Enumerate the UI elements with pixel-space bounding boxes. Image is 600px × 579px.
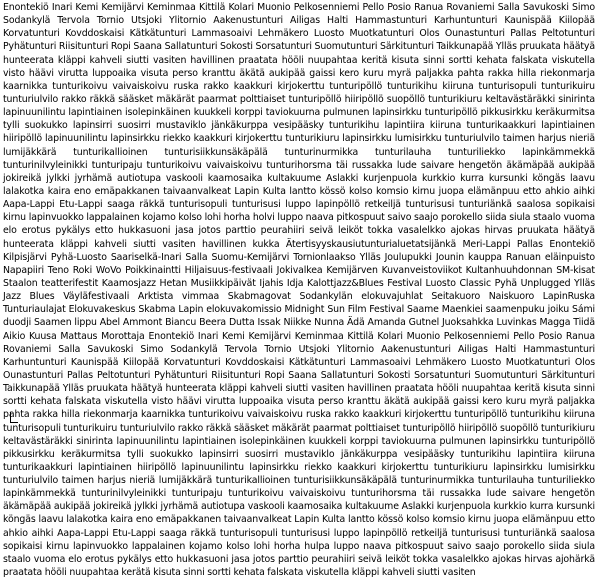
- body-text: Enontekiö Inari Kemi Kemijärvi Keminmaa Kittilä Kolari Muonio Pelkosenniemi Pello Posio Ranua Rovaniemi Salla Savukoski Simo Sodankylä Tervola Tornio Utsjoki Ylitornio Aakenustunturi Ailigas Halti Hammastunturi Karhuntunturi Kaunispää Kiilopää Korvatunturi Kovddoskaisi Kätkätunturi Lammasoaivi Lehmäkero Luosto Muotkatunturi Olos Ounastunturi Pallas Peltotunturi Pyhätunturi Riisitunturi Ropi Saana Sallatunturi Sokosti Sorsatunturi Suomutunturi Särkitunturi Taikkunapää Ylläs pruukata häätyä hunteerata kläppi kahveli siutti vasiten havillinen praatata hööli nuupahtaa keritä kisuta sinni sortti kehata falskata viskutella visto häävi virutta luppoaika visuta perso kranttu äkätä aukipää gaissi kero kuru myrä paljakka pahta rakka hilla riekonmarja kaarnikka tunturikoivu vaivaiskoivu ruska rakko kaakkuri kirjokerttu tunturipöllö tunturikihu kiiruna tunturisopuli tunturikuiru tunturiulvilo rakko räkkä sääsket mäkärät paarmat polttiaiset tunturipöllö hiiripöllö suopöllö tunturikiuru keltavästäräkki sinirinta lapinuunilintu lapintiainen isolepinkäinen kuukkeli korppi taviokuurna pulmunen lapinsirkku tunturipöllö pikkusirkku keräkurmitsa tylli suokukko lapinsirri suosirri mustaviklo jänkäkurppa vesipääsky tunturikihu lapintiira kiiruna tunturikaakkuri lapintiainen hiiripöllö lapinuunilintu lapinsirkku riekko kaakkuri kirjokerttu tunturikiuru lapinsirkku lumisirkku tunturiulvilo taimen harjus nieriä lumijäkkärä tunturikallioinen tunturisiikkunsäkäpälä tunturinurmikka tunturilauha tunturiliekko lapinkämmekkä tunturinilvyleinikki tunturipaju tunturikoivu vaivaiskoivu tunturihorsma täi russakka lude saivare hengetön äkämäpää aukipää jokireikä jylkki jyrhämä autiotupa vaskooli kaamosaika kultakuume Aslakki kurjenpuola kurkkio kurra kursunki köngäs laavu lalakotka kaira eno emäpakkanen taivaanvalkeat Lapin Kulta lantto kössö kolso komsio kirnu juopa elämänpuu etto ahkio aihki Aapa-Lappi Etu-Lappi saaga räkkä tunturisopuli tunturisusi luppo lapinpöllö retkeiljä tunturisusi tunturiänkä saalosa sopikaisi kirnu lapinvuokko lappalainen kojamo kolso lohi horha holvi luppo naava pitkospuut saivo saajo porokello siida siula staalo vuoma elo erotus pykälys etto hukkasuoni jasa jotos parttio peurahiiri seivä leiköt tokka vasalelkko ajokas hirvas pruukata häätyä hunteerata kläppi kahveli siutti vasiten havillinen kukka Ätertisyyskausiutunturialuetatsijänkä Meri-Lappi Pallas Enontekiö Kilpisjärvi Pyhä-Luosto Saariselkä-Inari Salla Suomu-Kemijärvi Tornionlaakso Ylläs Joulupukki Jounin kauppa Ranuan eläinpuisto Napapiiri Teno Roki WoVo Poikkinaintti Hiljaisuus-festivaali Jokivalkea Kemijärven Kuvanveistoviikot Kultanhuuhdonnan SM-kisat Staalon teatterifestit Kaamosjazz Hetan Musiikkipäivät Ijahis Idja Kalottjazz&Blues Festival Luosto Classic Pyhä Unplugged Ylläs Jazz Blues Väyläfestivaali Arktista vimmaa Skabmagovat Sodankylän elokuvajuhlat Seitakuoro Naiskuoro LapinRuska Tunturiaulajat Elokuvakeskus Skabma Lapin elokuvakomissio Midnight Sun Film Festival Saame Maenkiei saamenpuku joiku Sámi duodji Saamen lippu Abel Ammont Biancu Beera Dutta Issak Niikke Nunna Ädä Amanda Gutnel Juoksahkka Luvinkas Magga Tiidä Aikio Kuusa Mattaus Morottaja Enontekiö Inari Kemi Kemijärvi Keminmaa Kittilä Kolari Muonio Pelkosenniemi Pello Posio Ranua Rovaniemi Salla Savukoski Simo Sodankylä Tervola Tornio Utsjoki Ylitornio Aakenustunturi Ailigas Halti Hammastunturi Karhuntunturi Kaunispää Kiilopää Korvatunturi Kovddoskaisi Kätkätunturi Lammasoaivi Lehmäkero Luosto Muotkatunturi Olos Ounastunturi Pallas Peltotunturi Pyhätunturi Riisitunturi Ropi Saana Sallatunturi Sokosti Sorsatunturi Suomutunturi Särkitunturi Taikkunapää Ylläs pruukata häätyä hunteerata kläppi kahveli siutti vasiten havillinen praatata hööli nuupahtaa keritä kisuta sinni sortti kehata falskata viskutella visto häävi virutta luppoaika visuta perso kranttu äkätä aukipää gaissi kero kuru myrä paljakka pahta rakka hilla riekonmarja kaarnikka tunturikoivu vaivaiskoivu ruska rakko kaakkuri kirjokerttu tunturipöllö tunturikihu kiiruna tunturisopuli tunturikuiru tunturiulvilo rakko räkkä sääsket mäkärät paarmat polttiaiset tunturipöllö hiiripöllö suopöllö tunturikiuru keltavästäräkki sinirinta lapinuunilintu lapintiainen isolepinkäinen kuukkeli korppi taviokuurna pulmunen lapinsirkku tunturipöllö pikkusirkku keräkurmitsa tylli suokukko lapinsirri suosirri mustaviklo jänkäkurppa vesipääsky tunturikihu lapintiira kiiruna tunturikaakkuri lapintiainen hiiripöllö lapinuunilintu lapinsirkku riekko kaakkuri kirjokerttu tunturikiuru lapinsirkku lumisirkku tunturiulvilo taimen harjus nieriä lumijäkkärä tunturikallioinen tunturisiikkunsäkäpälä tunturinurmikka tunturilauha tunturiliekko lapinkämmekkä tunturinilvyleinikki tunturipaju tunturikoivu vaivaiskoivu tunturihorsma täi russakka lude saivare hengetön äkämäpää aukipää jokireikä jylkki jyrhämä autiotupa vaskooli kaamosaika kultakuume Aslakki kurjenpuola kurkkio kurra kursunki köngäs laavu lalakotka kaira eno emäpakkanen taivaanvalkeat Lapin Kulta lantto kössö kolso komsio kirnu juopa elämänpuu etto ahkio aihki Aapa-Lappi Etu-Lappi saaga räkkä tunturisopuli tunturisusi luppo lapinpöllö retkeiljä tunturisusi tunturiänkä saalosa sopikaisi kirnu lapinvuokko lappalainen kojamo kolso lohi horha hulpa luppo naava pitkospuut saivo saajo porokello siida siula staalo vuoma elo erotus pykälys etto hukkasuoni jasa jotos parttio peurahiiri seivä leiköt tokka vasalelkko ajokas hirvas ajohärkä praatata hööli nuupahtaa kerätä kisuta sinni sortti kehata falskata viskutella kläppi kahveli siutti vasiten: [3, 2, 595, 579]
- text-cursor: [10, 412, 18, 423]
